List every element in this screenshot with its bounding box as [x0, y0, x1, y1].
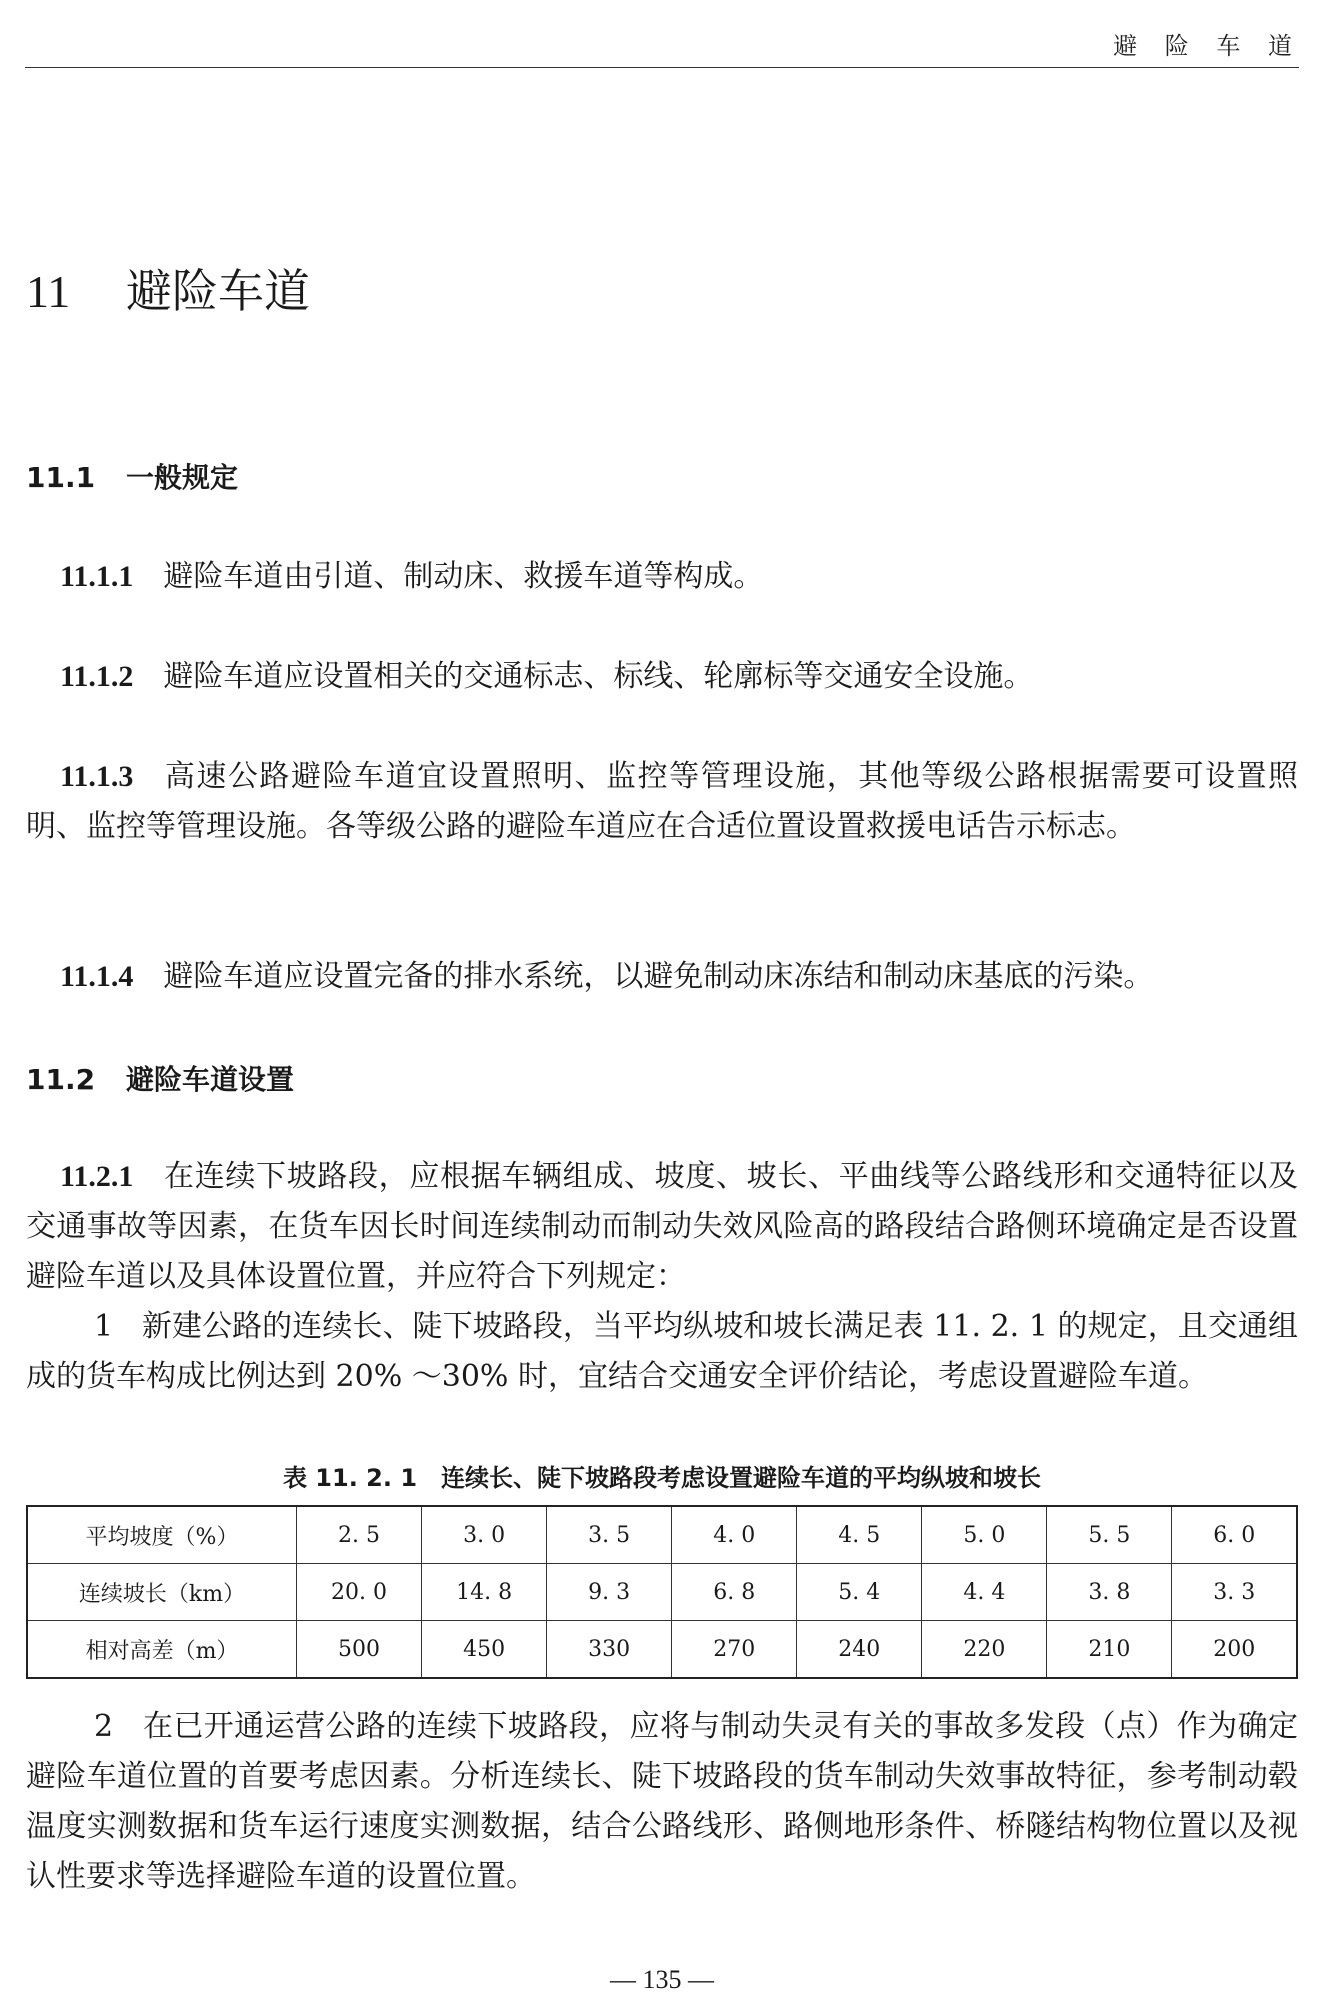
clause-11-1-3 [26, 752, 1298, 852]
table-cell: 3. 8 [1047, 1564, 1172, 1621]
table-cell: 270 [672, 1621, 797, 1679]
table-row [27, 1564, 1297, 1621]
table-cell: 3. 0 [422, 1506, 547, 1564]
clause-11-1-4 [26, 952, 1298, 1002]
table-caption: 表 11. 2. 1 连续长、陡下坡路段考虑设置避险车道的平均纵坡和坡长 [282, 1464, 1042, 1492]
row-header: 平均坡度（%） [27, 1506, 297, 1564]
clause-text: 高速公路避险车道宜设置照明、监控等管理设施，其他等级公路根据需要可设置照明、监控等管理设施。各等级公路的避险车道应在合适位置设置救援电话告示标志。 [26, 759, 1298, 844]
section-number: 11.1 [26, 461, 96, 494]
table-cell: 5. 0 [922, 1506, 1047, 1564]
clause-11-2-1 [26, 1152, 1298, 1302]
chapter-title-text: 避险车道 [126, 264, 310, 318]
table-cell: 6. 0 [1172, 1506, 1297, 1564]
table-cell: 20. 0 [297, 1564, 422, 1621]
table-cell: 4. 0 [672, 1506, 797, 1564]
clause-number: 11.1.2 [60, 660, 134, 693]
table-cell: 240 [797, 1621, 922, 1679]
header-rule [25, 67, 1299, 68]
section-number: 11.2 [26, 1063, 96, 1096]
table-cell: 14. 8 [422, 1564, 547, 1621]
page-number: — 135 — [610, 1965, 714, 1994]
section-title-text: 一般规定 [126, 461, 239, 494]
table-cell: 330 [547, 1621, 672, 1679]
table-cell: 5. 5 [1047, 1506, 1172, 1564]
row-header: 连续坡长（km） [27, 1564, 297, 1621]
table-cell: 500 [297, 1621, 422, 1679]
chapter-title [26, 255, 310, 321]
section-title-text: 避险车道设置 [126, 1063, 295, 1096]
table-row [27, 1621, 1297, 1679]
table-cell: 5. 4 [797, 1564, 922, 1621]
table-cell: 2. 5 [297, 1506, 422, 1564]
list-item-1 [26, 1302, 1298, 1402]
table-cell: 200 [1172, 1621, 1297, 1679]
clause-number: 11.2.1 [60, 1160, 134, 1193]
clause-text: 在连续下坡路段，应根据车辆组成、坡度、坡长、平曲线等公路线形和交通特征以及交通事故等因素，在货车因长时间连续制动而制动失效风险高的路段结合路侧环境确定是否设置避险车道以及具体设置位置，并应符合下列规定： [26, 1159, 1298, 1294]
item-text: 新建公路的连续长、陡下坡路段，当平均纵坡和坡长满足表 11. 2. 1 的规定，且交通组成的货车构成比例达到 20% ～30% 时，宜结合交通安全评价结论，考虑设置避险车道。 [26, 1309, 1298, 1394]
table-cell: 220 [922, 1621, 1047, 1679]
clause-number: 11.1.4 [60, 960, 134, 993]
item-number: 2 [94, 1709, 114, 1744]
chapter-number: 11 [26, 266, 71, 317]
clause-text: 避险车道应设置相关的交通标志、标线、轮廓标等交通安全设施。 [163, 659, 1034, 694]
table-cell: 210 [1047, 1621, 1172, 1679]
clause-11-1-1 [26, 552, 1298, 602]
clause-number: 11.1.1 [60, 560, 134, 593]
table-cell: 6. 8 [672, 1564, 797, 1621]
running-header: 避 险 车 道 [1113, 32, 1302, 60]
item-text: 在已开通运营公路的连续下坡路段，应将与制动失灵有关的事故多发段（点）作为确定避险车道位置的首要考虑因素。分析连续长、陡下坡路段的货车制动失效事故特征，参考制动毂温度实测数据和货车运行速度实测数据，结合公路线形、路侧地形条件、桥隧结构物位置以及视认性要求等选择避险车道的设置位置。 [26, 1709, 1299, 1894]
clause-text: 避险车道由引道、制动床、救援车道等构成。 [163, 559, 764, 594]
table-cell: 450 [422, 1621, 547, 1679]
list-item-2 [26, 1702, 1298, 1902]
table-cell: 3. 3 [1172, 1564, 1297, 1621]
clause-text: 避险车道应设置完备的排水系统，以避免制动床冻结和制动床基底的污染。 [163, 959, 1154, 994]
clause-number: 11.1.3 [60, 760, 134, 793]
table-cell: 4. 4 [922, 1564, 1047, 1621]
item-number: 1 [94, 1309, 114, 1344]
slope-length-table [26, 1505, 1298, 1679]
table-row [27, 1506, 1297, 1564]
section-heading [26, 1058, 294, 1098]
table-cell: 9. 3 [547, 1564, 672, 1621]
clause-11-1-2 [26, 652, 1298, 702]
table-cell: 3. 5 [547, 1506, 672, 1564]
table-cell: 4. 5 [797, 1506, 922, 1564]
row-header: 相对高差（m） [27, 1621, 297, 1679]
section-heading [26, 456, 238, 496]
